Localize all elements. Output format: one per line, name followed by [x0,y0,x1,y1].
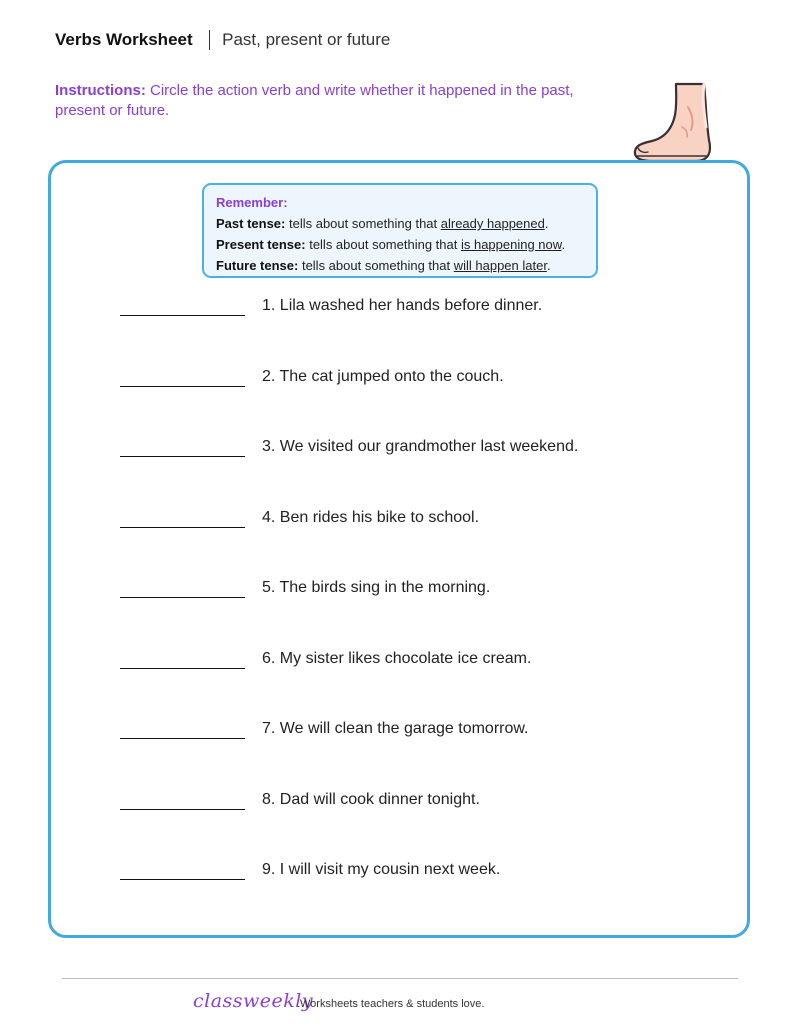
answer-line[interactable] [120,456,245,457]
rule-term: Future tense: [216,258,299,273]
worksheet-header [55,30,390,50]
rule-underlined: already happened [440,216,545,231]
remember-box [202,183,598,278]
answer-line[interactable] [120,315,245,316]
rule-term: Present tense: [216,237,306,252]
question-row-3 [120,437,578,463]
rule-underlined: will happen later [453,258,547,273]
question-text: 2. The cat jumped onto the couch. [262,368,504,385]
question-row-1 [120,296,542,322]
question-row-8 [120,790,480,816]
instructions-text: Circle the action verb and write whether it happened in the past, present or future. [55,82,574,119]
question-row-9 [120,860,500,886]
rule-end: . [561,237,566,252]
rule-underlined: is happening now [460,237,562,252]
foot-icon [630,82,712,168]
question-text: 7. We will clean the garage tomorrow. [262,720,529,737]
question-row-2 [120,367,504,393]
question-text: 1. Lila washed her hands before dinner. [262,297,543,314]
footer-divider [62,978,738,979]
answer-line[interactable] [120,597,245,598]
remember-rule-future [216,255,584,276]
rule-text: tells about something that [298,258,454,273]
answer-line[interactable] [120,879,245,880]
question-text: 6. My sister likes chocolate ice cream. [262,650,532,667]
worksheet-subtitle: Past, present or future [222,30,391,49]
rule-text: tells about something that [305,237,461,252]
question-text: 4. Ben rides his bike to school. [262,509,480,526]
answer-line[interactable] [120,386,245,387]
remember-title: Remember: [216,195,288,210]
answer-line[interactable] [120,527,245,528]
question-text: 5. The birds sing in the morning. [262,579,491,596]
instructions [55,81,615,121]
question-text: 9. I will visit my cousin next week. [262,861,501,878]
worksheet-title: Verbs Worksheet [55,30,193,49]
question-row-4 [120,508,479,534]
question-text: 3. We visited our grandmother last weekend. [262,438,579,455]
answer-line[interactable] [120,668,245,669]
rule-term: Past tense: [216,216,286,231]
brand-logo: classweekly [193,990,314,1012]
answer-line[interactable] [120,809,245,810]
question-row-5 [120,578,490,604]
footer-tagline: Worksheets teachers & students love. [300,998,485,1010]
question-row-7 [120,719,529,745]
rule-end: . [544,216,549,231]
question-row-6 [120,649,531,675]
answer-line[interactable] [120,738,245,739]
remember-rule-present [216,234,584,255]
question-text: 8. Dad will cook dinner tonight. [262,791,480,808]
header-separator [209,30,211,50]
instructions-label: Instructions: [55,82,146,99]
remember-rule-past [216,213,584,234]
rule-end: . [546,258,551,273]
rule-text: tells about something that [285,216,441,231]
